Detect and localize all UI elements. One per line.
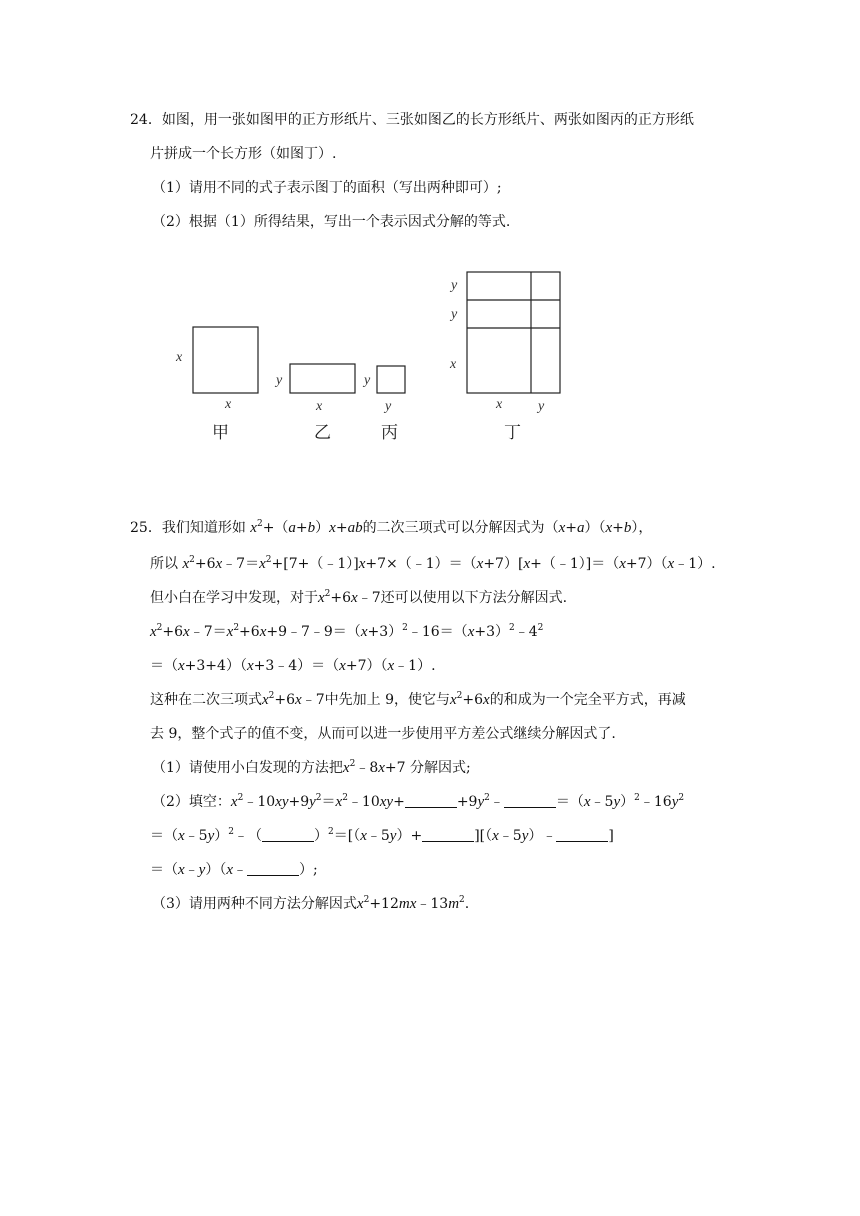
figure-bing-square <box>377 366 405 393</box>
figure-jia-square <box>193 327 258 393</box>
q25-sub2: （2）填空：$x^2﹣10xy+9y^2=x^2﹣10xy+$ $+9y^2﹣$ $=(x﹣5y)^2﹣16y^2$ <box>152 793 685 810</box>
figure-yi-rectangle <box>290 364 355 393</box>
q25-l3: 但小白在学习中发现，对于 <box>150 590 318 606</box>
q25-s2: （2）填空： <box>152 794 231 810</box>
q24-sub2: （2）根据（1）所得结果，写出一个表示因式分解的等式. <box>152 214 511 230</box>
q25-line7: 去 9，整个式子的值不变，从而可以进一步使用平方差公式继续分解因式了. <box>150 726 616 742</box>
blank-4[interactable] <box>422 827 474 842</box>
q25-line2 <box>150 554 716 574</box>
q25-s1b: 分解因式; <box>410 760 471 776</box>
q25-number: 25． <box>130 520 162 536</box>
q25-sub2-line3: ＝（x﹣y）（x﹣ ）; <box>150 862 318 878</box>
yi-side-label: y <box>276 373 283 388</box>
blank-2[interactable] <box>504 793 556 808</box>
q25-formula-line2: $x^2+6x﹣7=x^2+[7+(﹣1)]x+7\times(﹣1)=(x+7)[x+(﹣1)]=(x+7)(x﹣1)$. <box>182 555 716 572</box>
ding-side-label-3: x <box>450 357 457 372</box>
q25-formula-factored: （x+a）（x+b）， <box>544 520 653 536</box>
q24-sub1: （1）请用不同的式子表示图丁的面积（写出两种即可）; <box>152 180 502 196</box>
blank-3[interactable] <box>262 827 314 842</box>
q25-sub2-line2: ＝（x﹣5y）$^2$﹣（ ）$^2$＝[（x﹣5y）+ ][（x﹣5y）﹣ ] <box>150 827 614 844</box>
yi-bottom-label: x <box>316 399 323 414</box>
q24-text-line2: 片拼成一个长方形（如图丁）. <box>150 146 337 162</box>
jia-caption: 甲 <box>212 423 229 443</box>
q25-line6: 这种在二次三项式$x^2+6x﹣7$中先加上 9，使它与$x^2+6x$的和成为一个完全平方式，再减 <box>150 691 686 708</box>
q25-sub3: （3）请用两种不同方法分解因式$x^2+12mx﹣13m^2$. <box>152 895 470 912</box>
q24-figure <box>0 0 860 460</box>
ding-bottom-label-1: x <box>496 397 503 412</box>
jia-side-label: x <box>176 350 183 365</box>
q25-s1: （1）请使用小白发现的方法把 <box>152 760 343 776</box>
q25-formula-line3: $x^2+6x﹣7$ <box>318 589 381 606</box>
q25-l6a: 这种在二次三项式 <box>150 692 262 708</box>
blank-1[interactable] <box>405 793 457 808</box>
q25-line3 <box>150 588 567 608</box>
bing-side-label: y <box>364 373 371 388</box>
jia-bottom-label: x <box>225 397 232 412</box>
q25-l6b: 中先加上 9，使它与 <box>324 692 450 708</box>
bing-bottom-label: y <box>385 399 392 414</box>
blank-5[interactable] <box>556 827 608 842</box>
q25-sub1: （1）请使用小白发现的方法把$x^2﹣8x+7$ 分解因式; <box>152 759 471 776</box>
q25-formula-general: $x^2+(a+b)x+ab$ <box>250 519 363 536</box>
q25-line5: ＝（x+3+4）（x+3﹣4）＝（x+7）（x﹣1）. <box>150 658 436 674</box>
bing-caption: 丙 <box>381 423 398 443</box>
q25-s3: （3）请用两种不同方法分解因式 <box>152 896 357 912</box>
ding-caption: 丁 <box>504 423 521 443</box>
q25-line1 <box>130 518 652 538</box>
q25-line4: $x^2+6x﹣7=x^2+6x+9﹣7﹣9=(x+3)^2﹣16=(x+3)^2﹣4^2$ <box>150 623 544 640</box>
ding-side-label-2: y <box>451 307 458 322</box>
q25-l6c: 的和成为一个完全平方式，再减 <box>489 692 686 708</box>
blank-6[interactable] <box>247 861 299 876</box>
figure-ding-rectangle <box>467 272 560 393</box>
q25-l1a: 我们知道形如 <box>161 520 246 536</box>
q24-number: 24． <box>130 112 162 128</box>
ding-bottom-label-2: y <box>538 399 545 414</box>
ding-side-label-1: y <box>451 278 458 293</box>
yi-caption: 乙 <box>314 423 331 443</box>
q24-text-line1: 如图，用一张如图甲的正方形纸片、三张如图乙的长方形纸片、两张如图丙的正方形纸 <box>161 112 694 128</box>
q25-l2a: 所以 <box>150 556 178 572</box>
q25-l1b: 的二次三项式可以分解因式为 <box>362 520 545 536</box>
q25-l3b: 还可以使用以下方法分解因式. <box>380 590 568 606</box>
